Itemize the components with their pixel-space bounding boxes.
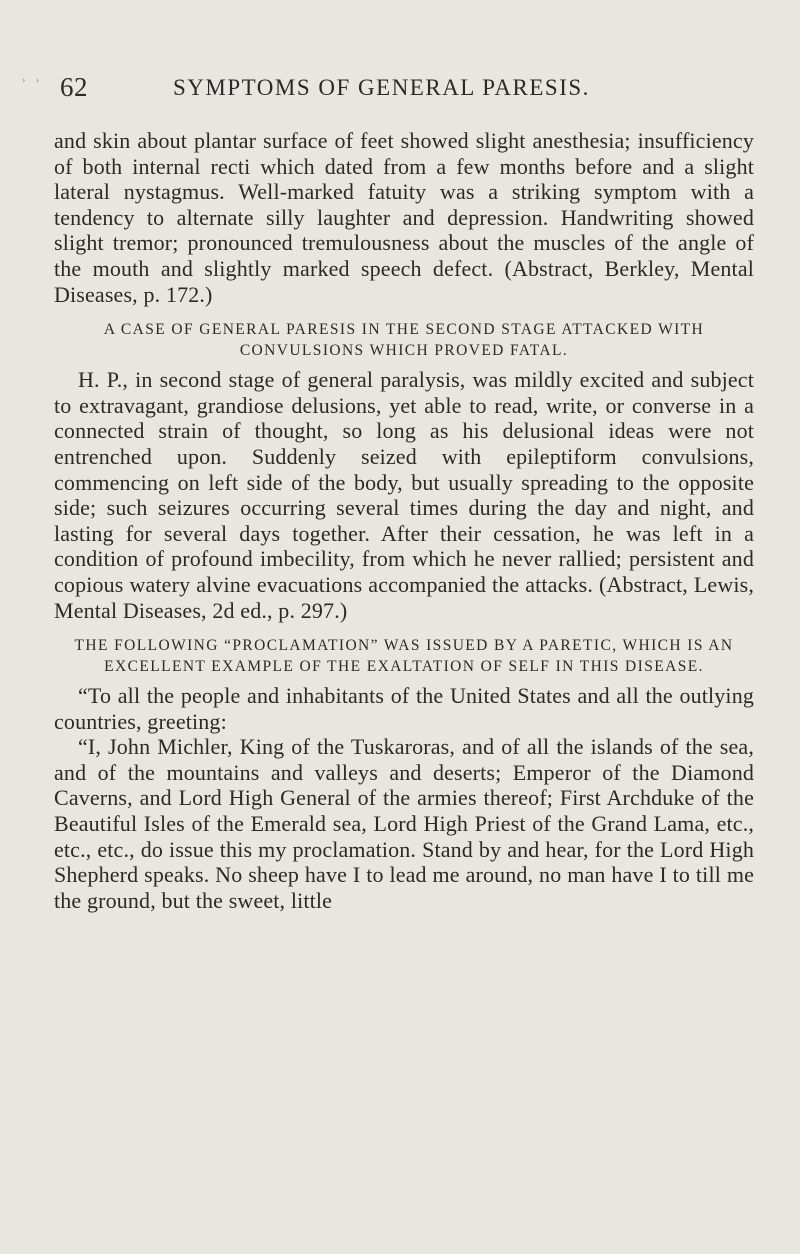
paragraph-proclamation-greeting: “To all the people and inhabitants of the United States and all the outlying countries, greeting: xyxy=(54,683,754,734)
paragraph-continuation: and skin about plantar surface of feet showed slight anesthesia; insufficiency of both internal recti which dated from a few months before and a slight lateral nystagmus. Well-marked fatuity was a striking symptom with a tendency to alternate silly laughter and depression. Handwriting showed slight tremor; pronounced tremulousness about the muscles of the angle of the mouth and slightly marked speech defect. (Abstract, Berkley, Mental Diseases, p. 172.) xyxy=(54,128,754,307)
section-heading-case: A CASE OF GENERAL PARESIS IN THE SECOND STAGE ATTACKED WITH CONVULSIONS WHICH PROVED FATAL. xyxy=(103,321,705,360)
paragraph-proclamation-text: “I, John Michler, King of the Tuskaroras, and of all the islands of the sea, and of the mountains and valleys and deserts; Emperor of the Diamond Caverns, and Lord High General of the armies thereof; First Archduke of the Beautiful Isles of the Emerald sea, Lord High Priest of the Grand Lama, etc., etc., etc., do issue this my proclamation. Stand by and hear, for the Lord High Shepherd speaks. No sheep have I to lead me around, no man have I to till me the ground, but the sweet, little xyxy=(54,734,754,913)
running-head: SYMPTOMS OF GENERAL PARESIS. xyxy=(173,75,590,100)
page-body xyxy=(54,128,754,913)
page-header xyxy=(60,72,760,104)
page-number: 62 xyxy=(60,72,88,102)
section-heading-proclamation: THE FOLLOWING “PROCLAMATION” WAS ISSUED BY A PARETIC, WHICH IS AN EXCELLENT EXAMPLE OF THE EXALTATION OF SELF IN THIS DISEASE. xyxy=(74,637,734,676)
paragraph-case-description: H. P., in second stage of general paralysis, was mildly excited and subject to extravagant, grandiose delusions, yet able to read, write, or converse in a connected strain of thought, so long as his delusional ideas were not entrenched upon. Suddenly seized with epileptiform convulsions, commencing on left side of the body, but usually spreading to the opposite side; such seizures occurring several times during the day and night, and lasting for several days together. After their cessation, he was left in a condition of profound imbecility, from which he never rallied; persistent and copious watery alvine evacuations accompanied the attacks. (Abstract, Lewis, Mental Diseases, 2d ed., p. 297.) xyxy=(54,367,754,623)
margin-marks: › › xyxy=(22,75,44,86)
